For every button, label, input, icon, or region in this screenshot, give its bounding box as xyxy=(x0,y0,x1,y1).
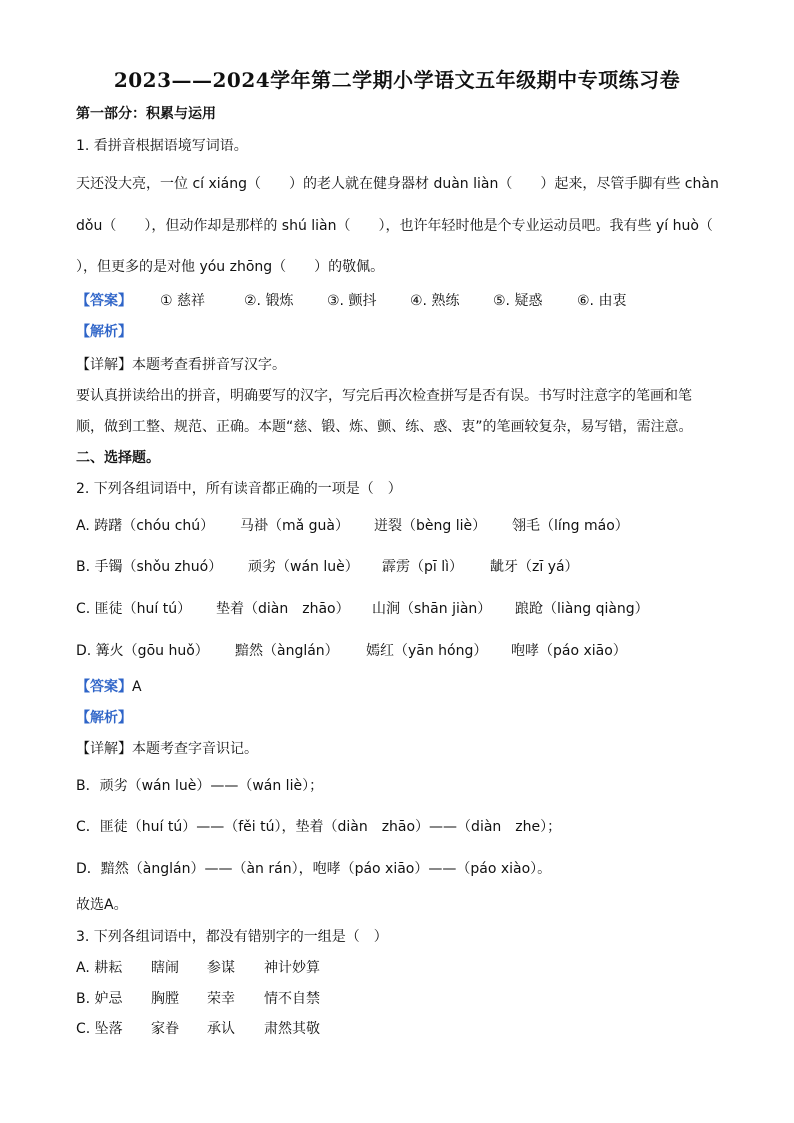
option-word: A. 踌躇（chóu chú） xyxy=(76,518,215,534)
answer-item: ⑤. 疑惑 xyxy=(493,293,543,309)
question-2-stem: 2. 下列各组词语中，所有读音都正确的一项是（ ） xyxy=(76,481,402,497)
question-2-option-b xyxy=(76,557,600,577)
option-word: 霹雳（pī lì） xyxy=(382,559,464,575)
part-heading: 第一部分：积累与运用 xyxy=(76,106,216,122)
option-word: 山涧（shān jiàn） xyxy=(372,601,492,617)
answer-item: ④. 熟练 xyxy=(410,293,460,309)
option-word: 黯然（ànglán） xyxy=(235,643,339,659)
option-word: 参谋 xyxy=(207,960,235,976)
question-1-text-line-1: 天还没大亮，一位 cí xiáng（ ）的老人就在健身器材 duàn liàn（ ）起来，尽管手脚有些 chàn xyxy=(76,176,719,192)
answer-item: ① 慈祥 xyxy=(160,293,206,309)
explanation-d: D．黯然（ànglán）——（àn rán），咆哮（páo xiāo）——（páo xiào）。 xyxy=(76,861,552,877)
question-2-answer-row xyxy=(76,677,142,697)
explanation-c: C．匪徒（huí tú）——（fěi tú），垫着（diàn zhāo）——（diàn zhe）； xyxy=(76,819,562,835)
option-word: 瞎闹 xyxy=(151,960,179,976)
answer-item: ③. 颤抖 xyxy=(327,293,377,309)
option-word: 荣幸 xyxy=(207,991,235,1007)
answer-value: A xyxy=(132,679,142,695)
detail-heading: 【详解】本题考查字音识记。 xyxy=(76,741,258,757)
option-word: 咆哮（páo xiāo） xyxy=(511,643,627,659)
answer-item: ②. 锻炼 xyxy=(244,293,294,309)
answer-tag: 【答案】 xyxy=(76,679,132,695)
option-word: 垫着（diàn zhāo） xyxy=(216,601,350,617)
analysis-tag: 【解析】 xyxy=(76,324,132,340)
detail-heading: 【详解】本题考查看拼音写汉字。 xyxy=(76,357,286,373)
option-word: 情不自禁 xyxy=(264,991,320,1007)
question-3-option-c xyxy=(76,1019,354,1039)
question-2-option-d xyxy=(76,641,631,661)
question-1-stem: 1. 看拼音根据语境写词语。 xyxy=(76,138,248,154)
option-word: 顽劣（wán luè） xyxy=(248,559,359,575)
option-word: 踉跄（liàng qiàng） xyxy=(515,601,649,617)
option-word: 肃然其敬 xyxy=(264,1021,320,1037)
option-word: B. 手镯（shǒu zhuó） xyxy=(76,559,223,575)
option-word: C. 匪徒（huí tú） xyxy=(76,601,192,617)
option-word: 龇牙（zī yá） xyxy=(490,559,579,575)
question-1-answer-row xyxy=(76,291,657,311)
option-word: 马褂（mǎ guà） xyxy=(240,518,350,534)
conclusion: 故选A。 xyxy=(76,897,128,913)
question-2-option-a xyxy=(76,516,652,536)
option-word: 迸裂（bèng liè） xyxy=(374,518,487,534)
option-word: 翎毛（líng máo） xyxy=(512,518,629,534)
explanation-line-1: 要认真拼读给出的拼音，明确要写的汉字，写完后再次检查拼写是否有误。书写时注意字的笔画和笔 xyxy=(76,388,692,404)
option-word: A. 耕耘 xyxy=(76,960,123,976)
option-word: 家眷 xyxy=(151,1021,179,1037)
option-word: D. 篝火（gōu huǒ） xyxy=(76,643,209,659)
question-2-option-c xyxy=(76,599,665,619)
question-3-stem: 3. 下列各组词语中，都没有错别字的一组是（ ） xyxy=(76,929,388,945)
page-title: 2023——2024学年第二学期小学语文五年级期中专项练习卷 xyxy=(113,68,681,92)
answer-tag: 【答案】 xyxy=(76,293,132,309)
section-heading: 二、选择题。 xyxy=(76,450,160,466)
option-word: 嫣红（yān hóng） xyxy=(366,643,488,659)
question-1-text-line-2: dǒu（ ），但动作却是那样的 shú liàn（ ），也许年轻时他是个专业运动员吧。我有些 yí huò（ xyxy=(76,218,713,234)
analysis-tag: 【解析】 xyxy=(76,710,132,726)
option-word: 胸膛 xyxy=(151,991,179,1007)
explanation-b: B．顽劣（wán luè）——（wán liè）； xyxy=(76,778,324,794)
explanation-line-2: 顺，做到工整、规范、正确。本题“慈、锻、炼、颤、练、惑、衷”的笔画较复杂，易写错，需注意。 xyxy=(76,419,693,435)
option-word: C. 坠落 xyxy=(76,1021,123,1037)
question-3-option-b xyxy=(76,989,354,1009)
question-1-text-line-3: ），但更多的是对他 yóu zhōng（ ）的敬佩。 xyxy=(76,259,385,275)
option-word: 承认 xyxy=(207,1021,235,1037)
answer-item: ⑥. 由衷 xyxy=(577,293,627,309)
option-word: B. 妒忌 xyxy=(76,991,123,1007)
question-3-option-a xyxy=(76,958,354,978)
option-word: 神计妙算 xyxy=(264,960,320,976)
